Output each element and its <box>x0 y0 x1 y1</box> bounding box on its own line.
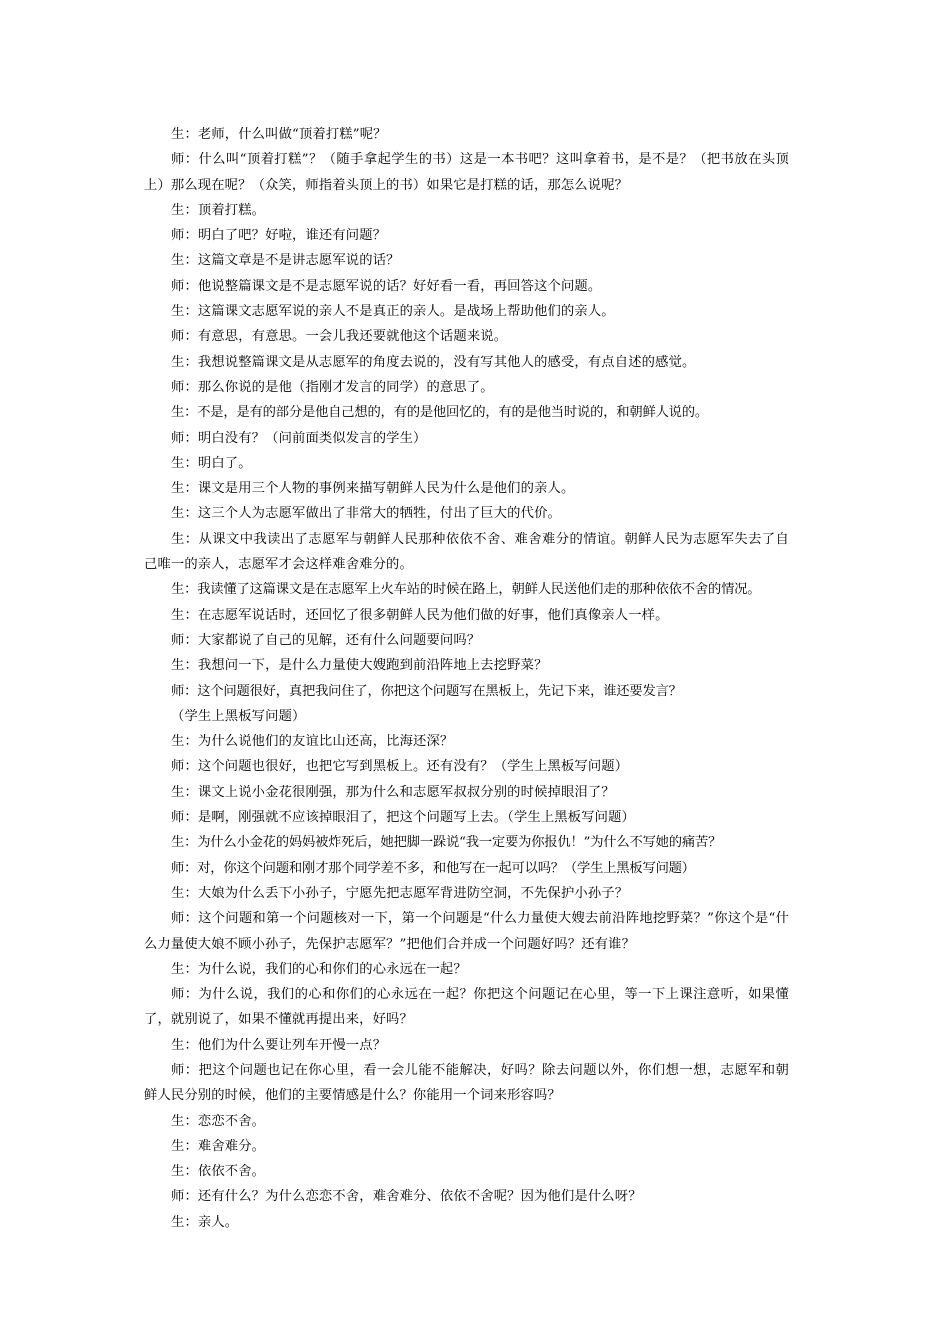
paragraph: 生：他们为什么要让列车开慢一点？ <box>171 1037 387 1053</box>
paragraph: 生：亲人。 <box>171 1214 239 1230</box>
paragraph: 师：大家都说了自己的见解，还有什么问题要问吗？ <box>171 632 481 648</box>
paragraph: 生：难舍难分。 <box>171 1138 266 1154</box>
paragraph: 生：顶着打糕。 <box>171 202 266 218</box>
paragraph: 生：这篇课文志愿军说的亲人不是真正的亲人。是战场上帮助他们的亲人。 <box>171 304 615 320</box>
paragraph: 生：老师，什么叫做“顶着打糕”呢？ <box>171 127 387 142</box>
paragraph: 师：这个问题很好，真把我问住了，你把这个问题写在黑板上，先记下来，谁还要发言？ <box>171 683 682 699</box>
paragraph: 师：为什么说，我们的心和你们的心永远在一起？你把这个问题记在心里，等一下上课注意听，如果懂了，就别说了，如果不懂就再提出来，好吗？ <box>144 987 789 1028</box>
paragraph: 生：恋恋不舍。 <box>171 1113 266 1129</box>
paragraph: 生：我想说整篇课文是从志愿军的角度去说的，没有写其他人的感受，有点自述的感觉。 <box>171 354 696 370</box>
paragraph: 生：我读懂了这篇课文是在志愿军上火车站的时候在路上，朝鲜人民送他们走的那种依依不舍的情况。 <box>171 582 761 598</box>
paragraph: 生：为什么说他们的友谊比山还高，比海还深？ <box>171 734 454 750</box>
paragraph: 生：课文是用三个人物的事例来描写朝鲜人民为什么是他们的亲人。 <box>171 481 575 497</box>
paragraph: 师：有意思，有意思。一会儿我还要就他这个话题来说。 <box>171 329 508 345</box>
paragraph: 师：这个问题也很好，也把它写到黑板上。还有没有？（学生上黑板写问题） <box>171 759 629 775</box>
dialogue-transcript <box>144 122 789 1235</box>
paragraph: （学生上黑板写问题） <box>171 708 306 724</box>
paragraph: 生：为什么说，我们的心和你们的心永远在一起？ <box>171 961 467 977</box>
paragraph: 生：不是，是有的部分是他自己想的，有的是他回忆的，有的是他当时说的，和朝鲜人说的。 <box>171 405 708 421</box>
paragraph: 生：从课文中我读出了志愿军与朝鲜人民那种依依不舍、难舍难分的情谊。朝鲜人民为志愿军失去了自己唯一的亲人，志愿军才会这样难舍难分的。 <box>144 531 789 573</box>
paragraph: 师：明白没有？（问前面类似发言的学生） <box>171 430 427 446</box>
paragraph: 生：我想问一下，是什么力量使大嫂跑到前沿阵地上去挖野菜？ <box>171 658 548 674</box>
paragraph: 生：在志愿军说话时，还回忆了很多朝鲜人民为他们做的好事，他们真像亲人一样。 <box>171 607 669 623</box>
paragraph: 师：对，你这个问题和刚才那个同学差不多，和他写在一起可以吗？（学生上黑板写问题） <box>171 860 695 876</box>
paragraph: 生：明白了。 <box>171 455 252 471</box>
paragraph: 师：把这个问题也记在你心里，看一会儿能不能解决，好吗？除去问题以外，你们想一想，志愿军和朝鲜人民分别的时候，他们的主要情感是什么？你能用一个词来形容吗？ <box>144 1062 789 1104</box>
paragraph: 师：他说整篇课文是不是志愿军说的话？好好看一看，再回答这个问题。 <box>171 278 602 294</box>
paragraph: 师：那么你说的是他（指刚才发言的同学）的意思了。 <box>171 379 494 395</box>
paragraph: 师：这个问题和第一个问题核对一下，第一个问题是“什么力量使大嫂去前沿阵地挖野菜？”你这个是“什么力量使大娘不顾小孙子，先保护志愿军？”把他们合并成一个问题好吗？还有谁？ <box>144 911 789 952</box>
paragraph: 生：依依不舍。 <box>171 1164 266 1180</box>
paragraph: 生：为什么小金花的妈妈被炸死后，她把脚一跺说“我一定要为你报仇！”为什么不写她的痛苦？ <box>171 835 722 851</box>
paragraph: 生：大娘为什么丢下小孙子，宁愿先把志愿军背进防空洞，不先保护小孙子？ <box>171 885 629 901</box>
paragraph: 师：明白了吧？好啦，谁还有问题？ <box>171 228 387 244</box>
paragraph: 师：还有什么？为什么恋恋不舍，难舍难分、依依不舍呢？因为他们是什么呀？ <box>171 1189 642 1205</box>
paragraph: 师：什么叫“顶着打糕”？（随手拿起学生的书）这是一本书吧？这叫拿着书，是不是？（把书放在头顶上）那么现在呢？（众笑，师指着头顶上的书）如果它是打糕的话，那怎么说呢？ <box>144 152 789 193</box>
paragraph: 生：这三个人为志愿军做出了非常大的牺牲，付出了巨大的代价。 <box>171 506 561 522</box>
paragraph: 师：是啊，刚强就不应该掉眼泪了，把这个问题写上去。（学生上黑板写问题） <box>171 810 635 826</box>
paragraph: 生：课文上说小金花很刚强，那为什么和志愿军叔叔分别的时候掉眼泪了？ <box>171 784 615 800</box>
paragraph: 生：这篇文章是不是讲志愿军说的话？ <box>171 253 400 269</box>
